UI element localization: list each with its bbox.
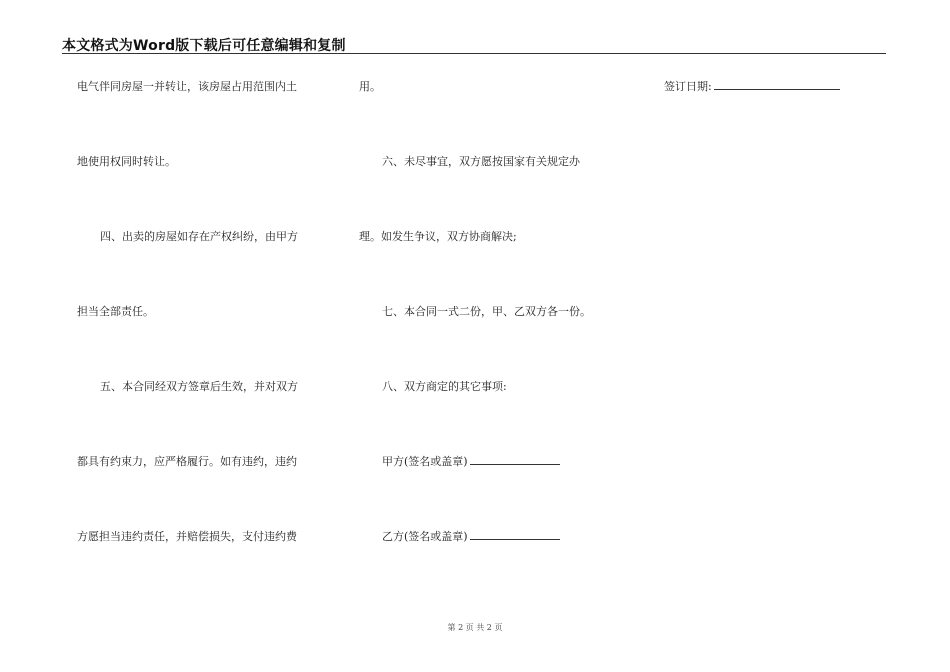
middle-line-4: 七、本合同一式二份，甲、乙双方各一份。 <box>382 305 591 318</box>
party-a-signature-line <box>382 455 560 469</box>
middle-line-1: 用。 <box>359 80 381 93</box>
middle-line-3: 理。如发生争议，双方协商解决; <box>359 230 517 243</box>
party-b-signature-blank <box>470 539 560 540</box>
left-line-4: 担当全部责任。 <box>77 305 154 318</box>
left-line-1: 电气伴同房屋一并转让，该房屋占用范围内土 <box>77 80 297 93</box>
party-b-signature-line <box>382 530 560 544</box>
party-a-signature-blank <box>470 464 560 465</box>
party-b-label: 乙方(签名或盖章) <box>382 530 468 543</box>
party-a-label: 甲方(签名或盖章) <box>382 455 468 468</box>
sign-date-blank <box>714 89 840 90</box>
left-line-7: 方愿担当违约责任，并赔偿损失，支付违约费 <box>77 530 297 543</box>
sign-date-line <box>664 80 840 94</box>
document-header-title: 本文格式为Word版下载后可任意编辑和复制 <box>62 38 346 54</box>
left-line-5: 五、本合同经双方签章后生效，并对双方 <box>100 380 298 393</box>
middle-line-2: 六、未尽事宜，双方愿按国家有关规定办 <box>382 155 580 168</box>
header-divider <box>62 53 886 54</box>
left-line-3: 四、出卖的房屋如存在产权纠纷，由甲方 <box>100 230 298 243</box>
middle-line-5: 八、双方商定的其它事项: <box>382 380 507 393</box>
page-number-footer: 第 2 页 共 2 页 <box>447 623 503 632</box>
sign-date-label: 签订日期: <box>664 80 712 93</box>
left-line-2: 地使用权同时转让。 <box>77 155 176 168</box>
left-line-6: 都具有约束力，应严格履行。如有违约，违约 <box>77 455 297 468</box>
